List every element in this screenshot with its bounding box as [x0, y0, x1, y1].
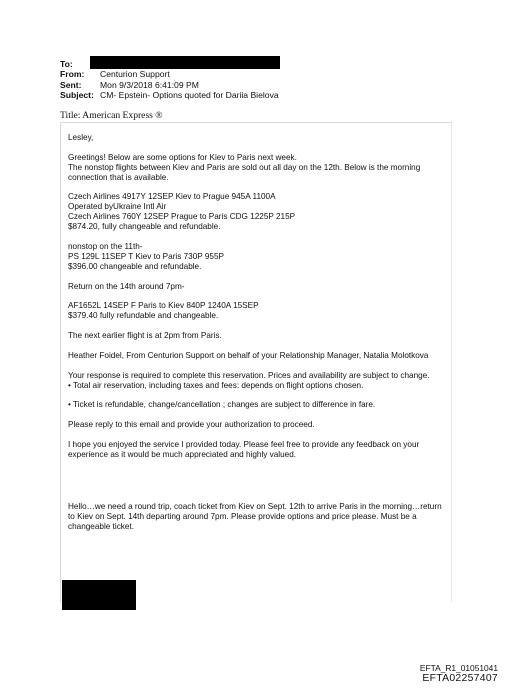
return-heading: Return on the 14th around 7pm- — [68, 281, 185, 291]
sent-label: Sent: — [60, 79, 82, 90]
from-label: From: — [60, 69, 85, 80]
to-row — [60, 59, 500, 69]
earlier-flight-note: The next earlier flight is at 2pm from Paris. — [68, 331, 222, 341]
ticket-refund-note: • Ticket is refundable, change/cancellation ; changes are subject to difference in fare. — [68, 400, 376, 410]
subject-label: Subject: — [60, 90, 94, 101]
original-request: Hello…we need a round trip, coach ticket from Kiev on Sept. 12th to arrive Paris in the morning…return to Kiev on Sept. 14th departing around 7pm. Please provide options and price please. Must be a changeable ticket. — [68, 501, 442, 531]
redaction-box-bottom — [62, 580, 136, 610]
signature-line: Heather Foidel, From Centurion Support on behalf of your Relationship Manager, Natalia Molotkova — [68, 350, 429, 360]
subject-value: CM- Epstein- Options quoted for Dariia Bielova — [100, 90, 279, 101]
return-flight-option: AF1652L 14SEP F Paris to Kiev 840P 1240A 15SEP $379.40 fully refundable and changeable. — [68, 301, 259, 321]
feedback-paragraph: I hope you enjoyed the service I provided today. Please feel free to provide any feedback on your experience as it would be much appreciated and highly valued. — [68, 439, 420, 459]
from-row — [60, 69, 500, 79]
to-label: To: — [60, 59, 73, 69]
title-line: Title: American Express ® — [60, 110, 163, 121]
flight-option-connection: Czech Airlines 4917Y 12SEP Kiev to Prague 945A 1100A Operated byUkraine Intl Air Czech Airlines 760Y 12SEP Prague to Paris CDG 1225P 215P $874.20, fully changeable and refundable. — [68, 192, 296, 232]
flight-option-nonstop: nonstop on the 11th- PS 129L 11SEP T Kiev to Paris 730P 955P $396.00 changeable and refundable. — [68, 241, 224, 271]
greeting: Lesley, — [68, 133, 94, 142]
sent-value: Mon 9/3/2018 6:41:09 PM — [100, 79, 199, 90]
email-header — [60, 59, 500, 101]
message-body — [68, 133, 448, 541]
response-required-note: Your response is required to complete this reservation. Prices and availability are subject to change. • Total air reservation, including taxes and fees: depends on flight options chosen. — [68, 370, 430, 390]
bates-number-primary: EFTA_R1_01051041 — [419, 663, 498, 673]
intro-paragraph: Greetings! Below are some options for Kiev to Paris next week. The nonstop flights between Kiev and Paris are sold out all day on the 12th. Below is the morning connection that is available. — [68, 152, 421, 182]
reply-instruction: Please reply to this email and provide your authorization to proceed. — [68, 420, 315, 430]
to-value — [100, 59, 500, 69]
from-value: Centurion Support — [100, 69, 170, 80]
subject-row — [60, 90, 500, 100]
bates-number-secondary: EFTA02257407 — [422, 673, 498, 684]
sent-row — [60, 80, 500, 90]
